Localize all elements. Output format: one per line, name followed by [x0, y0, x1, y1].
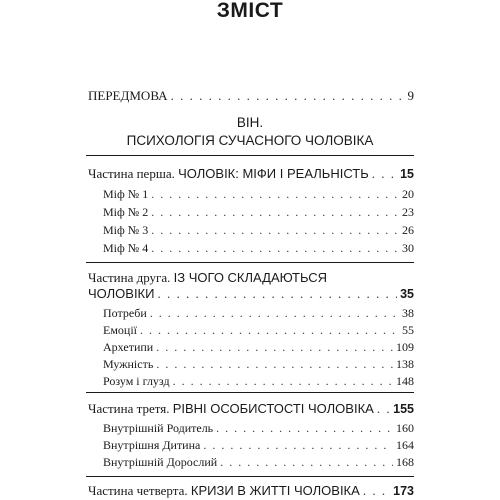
dot-leader [150, 305, 399, 321]
toc-item[interactable] [103, 437, 414, 453]
dot-leader [156, 356, 393, 372]
dot-leader [156, 339, 393, 355]
dot-leader [157, 286, 397, 302]
entry-label: Міф № 3 [103, 223, 149, 237]
page-number: 38 [402, 306, 414, 320]
page-number: 109 [396, 340, 414, 354]
dot-leader [151, 240, 399, 256]
part-title: РІВНІ ОСОБИСТОСТІ ЧОЛОВІКА [172, 401, 374, 416]
part-title-continued: ЧОЛОВІКИ [88, 286, 155, 301]
part-title: ІЗ ЧОГО СКЛАДАЮТЬСЯ [173, 270, 327, 285]
toc-item[interactable] [103, 420, 414, 436]
part-prefix: Частина друга. [88, 270, 174, 285]
toc-part-2[interactable] [88, 286, 414, 302]
toc-item[interactable] [103, 305, 414, 321]
entry-label: Міф № 2 [103, 205, 149, 219]
page-number: 160 [396, 421, 414, 435]
entry-label: Внутрішній Дорослий [103, 455, 218, 469]
toc-part-4[interactable] [88, 483, 414, 499]
entry-label: Емоції [103, 323, 138, 337]
toc-part-1[interactable] [88, 166, 414, 182]
page-number: 23 [402, 205, 414, 219]
toc-item[interactable] [103, 373, 414, 389]
entry-label: Розум і глузд [103, 374, 170, 388]
toc-item[interactable] [103, 339, 414, 355]
dot-leader [140, 322, 399, 338]
toc-title: ЗМІСТ [216, 0, 284, 22]
dot-leader [363, 483, 390, 499]
page-number: 20 [402, 187, 414, 201]
dot-leader [151, 204, 399, 220]
entry-label: Внутрішня Дитина [103, 438, 201, 452]
toc-item[interactable] [103, 240, 414, 256]
page-number: 164 [396, 438, 414, 452]
toc-item[interactable] [103, 454, 414, 470]
toc-item[interactable] [103, 322, 414, 338]
entry-label: Міф № 4 [103, 241, 149, 255]
entry-label: Внутрішній Родитель [103, 421, 214, 435]
dot-leader [151, 186, 399, 202]
divider [86, 155, 414, 156]
entry-label: Архетипи [103, 340, 154, 354]
divider [86, 392, 414, 393]
part-title: КРИЗИ В ЖИТТІ ЧОЛОВІКА [190, 483, 360, 498]
dot-leader [151, 222, 399, 238]
part-prefix: Частина третя. [88, 401, 173, 416]
page-number: 35 [400, 287, 414, 301]
part-prefix: Частина четверта. [88, 483, 191, 498]
toc-item[interactable] [103, 356, 414, 372]
part-title: ЧОЛОВІК: МІФИ І РЕАЛЬНІСТЬ [178, 166, 369, 181]
toc-part-2-line1 [88, 270, 327, 286]
dot-leader [372, 166, 397, 182]
dot-leader [203, 437, 393, 453]
dot-leader [220, 454, 393, 470]
page-number: 15 [400, 167, 414, 181]
toc-item[interactable] [103, 204, 414, 220]
page-number: 148 [396, 374, 414, 388]
entry-label: Мужність [103, 357, 154, 371]
section-heading-line2: ПСИХОЛОГІЯ СУЧАСНОГО ЧОЛОВІКА [126, 133, 374, 148]
page-number: 173 [393, 484, 414, 498]
toc-item[interactable] [103, 186, 414, 202]
divider [86, 476, 414, 477]
page-number: 30 [402, 241, 414, 255]
section-heading-line1: ВІН. [236, 115, 264, 130]
entry-label: Міф № 1 [103, 187, 149, 201]
entry-label: Потреби [103, 306, 147, 320]
page-number: 9 [407, 88, 414, 103]
dot-leader [216, 420, 393, 436]
page-number: 155 [393, 402, 414, 416]
dot-leader [171, 88, 405, 104]
divider [86, 262, 414, 263]
dot-leader [377, 401, 390, 417]
toc-item[interactable] [103, 222, 414, 238]
page-number: 168 [396, 455, 414, 469]
dot-leader [173, 373, 393, 389]
page-number: 55 [402, 323, 414, 337]
entry-label: ПЕРЕДМОВА [88, 88, 168, 103]
toc-part-3[interactable] [88, 401, 414, 417]
toc-entry-preface[interactable] [88, 88, 414, 104]
page-number: 138 [396, 357, 414, 371]
page-number: 26 [402, 223, 414, 237]
part-prefix: Частина перша. [88, 166, 179, 181]
